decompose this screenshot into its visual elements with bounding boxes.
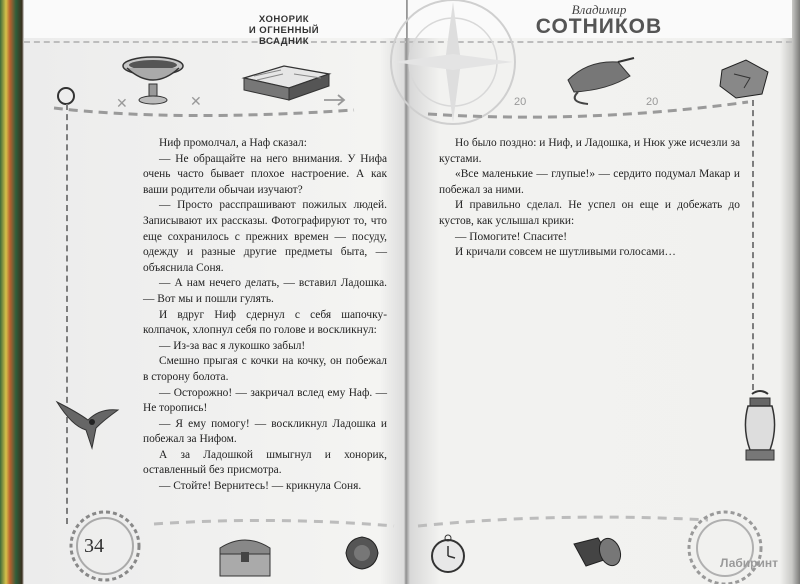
left-body-text xyxy=(143,136,387,495)
running-head-line: ХОНОРИК xyxy=(258,14,310,25)
page-number: 34 xyxy=(84,535,104,557)
map-label: 20 xyxy=(514,96,527,108)
paragraph: И вдруг Ниф сдернул с себя шапочку-колпачок, хлопнул себя по голове и воскликнул: xyxy=(143,308,387,337)
wax-seal-icon xyxy=(342,533,384,573)
svg-text:✕: ✕ xyxy=(116,95,128,111)
paragraph: И правильно сделал. Не успел он еще и добежать до кустов, как услышал крики: xyxy=(439,199,740,227)
right-page xyxy=(408,0,792,584)
rope-line xyxy=(66,104,68,524)
left-page xyxy=(24,0,406,584)
author-first-name: Владимир xyxy=(571,2,627,17)
svg-text:✕: ✕ xyxy=(190,93,202,109)
paragraph: — Просто расспрашивают пожилых людей. Записывают их рассказы. Фотографируют то, что еще сохранилось с прежних времен — посуду, одежду и разные другие предметы быта, — объяснила Соня. xyxy=(143,199,387,274)
watermark: Лабиринт xyxy=(719,556,778,570)
paragraph: — Стойте! Вернитесь! — крикнула Соня. xyxy=(159,480,362,493)
paragraph: А за Ладошкой шмыгнул и хонорик, оставленный без присмотра. xyxy=(143,448,387,477)
flashlight-icon xyxy=(568,530,630,578)
paragraph: — А нам нечего делать, — вставил Ладошка. — Вот мы и пошли гулять. xyxy=(143,277,387,305)
paragraph: — Я ему помогу! — воскликнул Ладошка и побежал за Нифом. xyxy=(143,417,387,446)
paragraph: «Все маленькие — глупые!» — сердито подумал Макар и побежал за ними. xyxy=(439,168,740,196)
paragraph: Но было поздно: и Ниф, и Ладошка, и Нюк уже исчезли за кустами. xyxy=(439,137,740,165)
running-head-line: И ОГНЕННЫЙ xyxy=(248,25,320,36)
right-body-text xyxy=(439,136,740,261)
running-head-line: ВСАДНИК xyxy=(258,36,310,47)
oil-lantern-icon xyxy=(738,388,782,470)
paragraph: Ниф промолчал, а Наф сказал: xyxy=(159,137,307,149)
paragraph: — Не обращайте на него внимания. У Нифа очень часто бывает плохое настроение. А как ваши родители обычаи изучают? xyxy=(143,152,387,196)
paragraph: — Помогите! Спасите! xyxy=(455,230,568,243)
eagle-icon xyxy=(52,392,122,454)
trail-line xyxy=(408,92,792,128)
rope-coil-icon xyxy=(680,500,770,584)
author-name xyxy=(524,2,674,39)
trail-line xyxy=(24,84,404,124)
author-last-name: СОТНИКОВ xyxy=(535,15,663,38)
map-label: 20 xyxy=(646,96,659,108)
rope-line xyxy=(752,100,754,390)
treasure-chest-icon xyxy=(214,530,276,578)
paragraph: — Из-за вас я лукошко забыл! xyxy=(159,339,306,352)
paragraph: — Осторожно! — закричал вслед ему Наф. — Не торопись! xyxy=(143,386,387,415)
pocket-watch-icon xyxy=(424,530,472,578)
paragraph: Смешно прыгая с кочки на кочку, он побежал в сторону болота. xyxy=(143,355,387,383)
running-head xyxy=(219,14,349,47)
paragraph: И кричали совсем не шутливыми голосами… xyxy=(455,246,676,259)
